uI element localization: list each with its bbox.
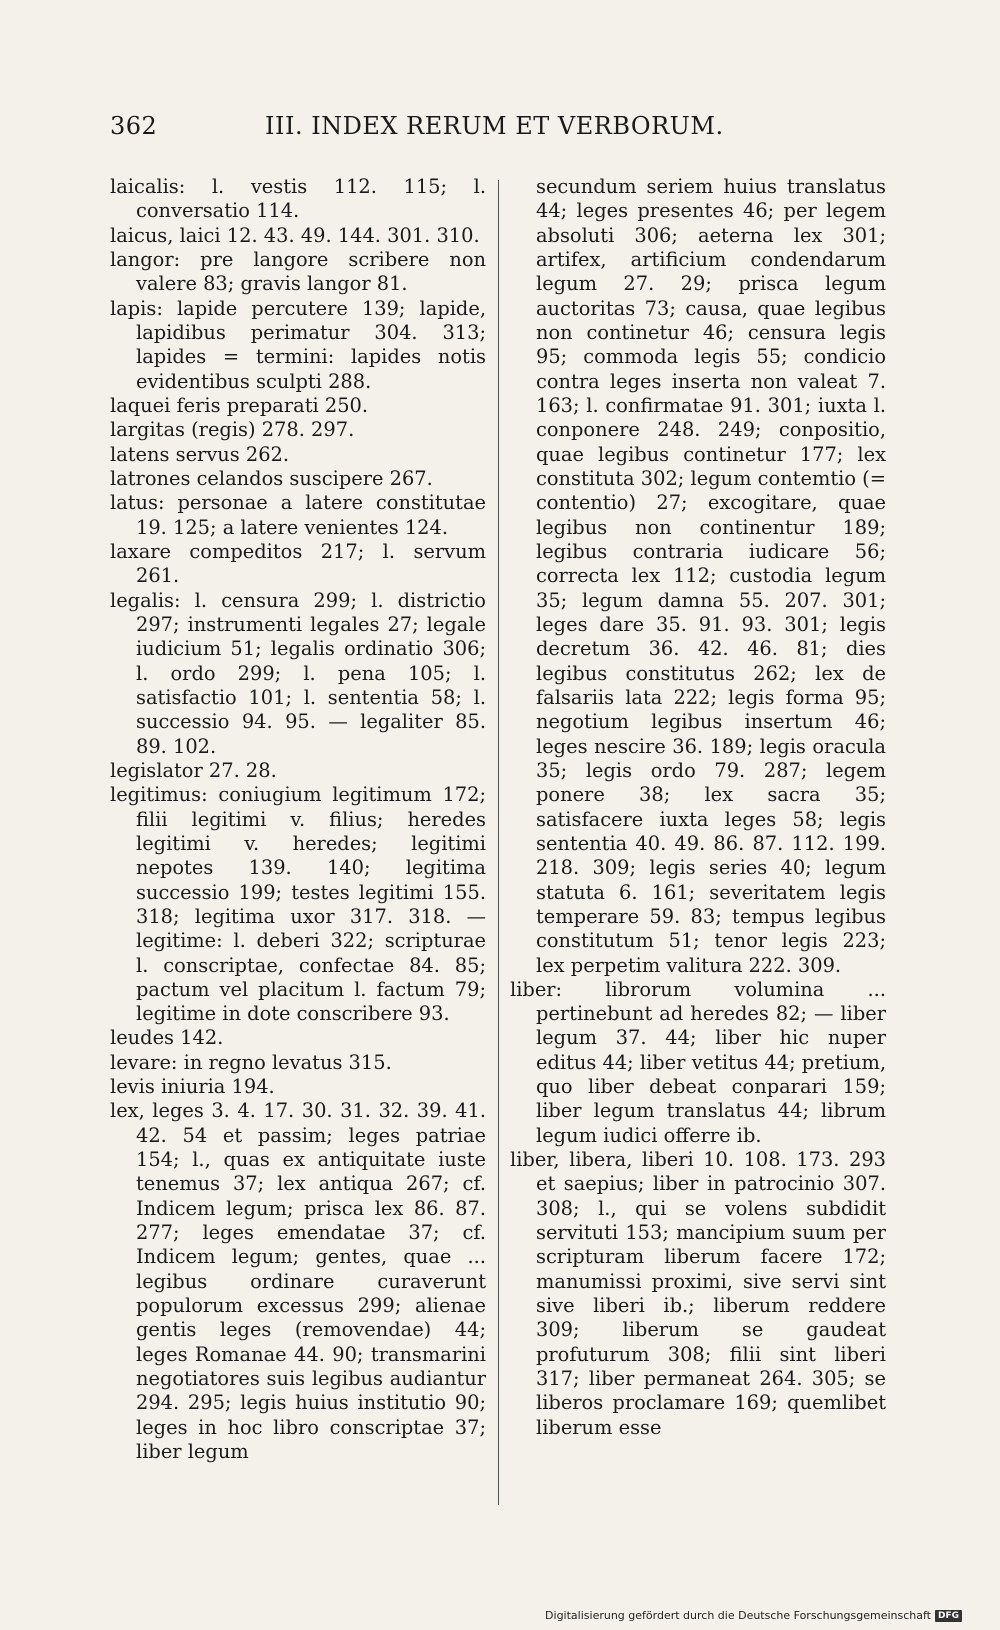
page-number: 362 [110, 112, 158, 140]
digitization-footer [545, 1609, 962, 1622]
index-entry: laicus, laici 12. 43. 49. 144. 301. 310. [110, 223, 480, 247]
index-entry: latens servus 262. [110, 442, 290, 466]
left-column [110, 175, 486, 1464]
index-entry: legitimus: coniugium legitimum 172; filii legitimi v. filius; heredes legitimi v. heredes; legitimi nepotes 139. 140; legitima successio 199; testes legitimi 155. 318; legitima uxor 317. 318. — legitime: l. deberi 322; scripturae l. conscriptae, confectae 84. 85; pactum vel placitum l. factum 79; legitime in dote conscribere 93. [110, 783, 486, 1026]
right-column [510, 175, 886, 1440]
index-entry: leudes 142. [110, 1026, 224, 1050]
index-entry: latrones celandos suscipere 267. [110, 466, 433, 490]
page-title: III. INDEX RERUM ET VERBORUM. [265, 112, 724, 140]
index-entry: legalis: l. censura 299; l. districtio 297; instrumenti legales 27; legale iudicium 51; legalis ordinatio 306; l. ordo 299; l. pena 105; l. satisfactio 101; l. sententia 58; l. successio 94. 95. — legaliter 85. 89. 102. [110, 588, 486, 758]
index-entry: liber: librorum volumina ... pertinebunt ad heredes 82; — liber legum 37. 44; liber hic nuper editus 44; liber vetitus 44; pretium, quo liber debeat conparari 159; liber legum translatus 44; librum legum iudici offerre ib. [510, 977, 886, 1147]
index-entry: langor: pre langore scribere non valere 83; gravis langor 81. [110, 247, 486, 296]
index-entry: lapis: lapide percutere 139; lapide, lapidibus perimatur 304. 313; lapides = termini: lapides notis evidentibus sculpti 288. [110, 296, 486, 393]
index-entry: legislator 27. 28. [110, 758, 277, 782]
index-entry: laicalis: l. vestis 112. 115; l. conversatio 114. [110, 175, 486, 223]
index-entry: levare: in regno levatus 315. [110, 1050, 392, 1074]
index-entry: largitas (regis) 278. 297. [110, 418, 355, 442]
column-divider [498, 180, 499, 1505]
index-entry: lex, leges 3. 4. 17. 30. 31. 32. 39. 41. 42. 54 et passim; leges patriae 154; l., quas ex antiquitate iuste tenemus 37; lex antiqua 267; cf. Indicem legum; prisca lex 86. 87. 277; leges emendatae 37; cf. Indicem legum; gentes, quae ... legibus ordinare curaverunt populorum excessus 299; alienae gentis leges (removendae) 44; leges Romanae 44. 90; transmarini negotiatores suis legibus audiantur 294. 295; legis huius institutio 90; leges in hoc libro conscriptae 37; liber legum [110, 1099, 486, 1464]
index-entry: laxare compeditos 217; l. servum 261. [110, 539, 486, 588]
footer-text: Digitalisierung gefördert durch die Deutsche Forschungsgemeinschaft [545, 1609, 931, 1622]
index-entry: levis iniuria 194. [110, 1075, 275, 1099]
index-entry: liber, libera, liberi 10. 108. 173. 293 et saepius; liber in patrocinio 307. 308; l., qui se volens subdidit servituti 153; mancipium suum per scripturam liberum facere 172; manumissi proximi, sive servi sint sive liberi ib.; liberum reddere 309; liberum se gaudeat profuturum 308; filii sint liberi 317; liber permaneat 264. 305; se liberos proclamare 169; quemlibet liberum esse [510, 1148, 886, 1439]
index-entry: laquei feris preparati 250. [110, 393, 369, 417]
index-entry: latus: personae a latere constitutae 19. 125; a latere venientes 124. [110, 491, 486, 539]
dfg-logo: DFG [935, 1610, 962, 1622]
index-entry-continuation: secundum seriem huius translatus 44; leges presentes 46; per legem absoluti 306; aeterna lex 301; artifex, artificium condendarum legum 27. 29; prisca legum auctoritas 73; causa, quae legibus non continetur 46; censura legis 95; commoda legis 55; condicio contra leges inserta non valeat 7. 163; l. confirmatae 91. 301; iuxta l. conponere 248. 249; conpositio, quae legibus continetur 177; lex constituta 302; legum contemtio (= contentio) 27; excogitare, quae legibus non continentur 189; legibus contraria iudicare 56; correcta lex 112; custodia legum 35; legum damna 55. 207. 301; leges dare 35. 91. 93. 301; legis decretum 36. 42. 46. 81; dies legibus constitutus 262; lex de falsariis lata 222; legis forma 95; negotium legibus insertum 46; leges nescire 36. 189; legis oracula 35; legis ordo 79. 287; legem ponere 38; lex sacra 35; satisfacere iuxta leges 58; legis sententia 40. 49. 86. 87. 112. 199. 218. 309; legis series 40; legum statuta 6. 161; severitatem legis temperare 59. 83; tempus legibus constitutum 51; tenor legis 223; lex perpetim valitura 222. 309. [536, 175, 886, 977]
